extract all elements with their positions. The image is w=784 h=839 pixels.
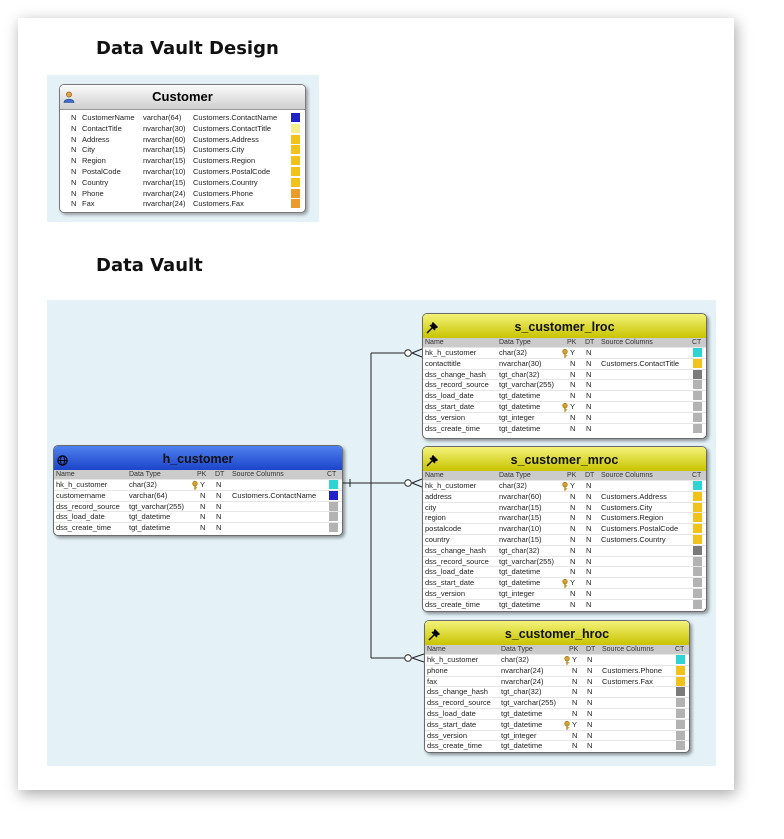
source-column: Customers.City [601,502,653,512]
data-type-flag: N [587,665,593,675]
column-name: dss_create_time [425,599,481,609]
column-type: char(32) [501,655,529,664]
attribute-name: Address [82,134,110,144]
attribute-source: Customers.PostalCode [193,166,271,176]
attribute-source: Customers.Country [193,177,258,187]
data-type-flag: N [587,687,593,697]
source-column: Customers.Fax [602,676,653,686]
primary-key-flag: N [200,523,206,533]
column-header-row [423,338,706,347]
column-type: nvarchar(24) [501,676,544,686]
column-type: tgt_varchar(255) [499,380,555,390]
primary-key-flag: Y [572,655,578,664]
column-name: dss_record_source [56,501,120,511]
primary-key-flag: Y [570,348,576,357]
column-name: region [425,513,446,523]
column-header-pk: PK [197,471,207,478]
column-name: dss_load_date [427,708,476,718]
mroc-optional-marker [405,480,412,487]
attribute-type: nvarchar(10) [143,166,186,176]
data-type-flag: N [586,491,592,501]
column-type-swatch [329,512,338,521]
attribute-type: nvarchar(15) [143,145,186,155]
table-row[interactable] [423,401,706,412]
hroc-optional-marker [405,655,412,662]
mroc-crowfoot [412,479,422,487]
table-title: s_customer_hroc [504,627,610,641]
column-type: tgt_datetime [499,391,541,401]
attribute-source: Customers.ContactName [193,113,278,122]
table-row[interactable] [423,502,706,513]
table-row[interactable] [423,491,706,502]
column-header-dt: DT [215,471,225,478]
column-type: char(32) [499,481,527,490]
column-header-source: Source Columns [232,471,284,478]
satellite-hroc-table[interactable] [424,620,690,753]
column-name: dss_load_date [425,391,474,401]
column-type-swatch [329,523,338,532]
column-type-swatch [693,391,702,400]
table-row[interactable] [423,412,706,423]
column-name: dss_load_date [56,512,105,522]
table-row[interactable] [54,511,342,522]
column-type-swatch [693,557,702,566]
column-type-swatch [676,655,685,664]
column-type: tgt_integer [499,412,535,422]
column-header-name: Name [427,646,446,653]
attribute-name: CustomerName [82,113,135,122]
column-header-source: Source Columns [602,646,654,653]
column-type-swatch [676,666,685,675]
primary-key-flag: N [570,358,576,368]
column-type: tgt_datetime [499,423,541,433]
column-header-type: Data Type [501,646,533,653]
primary-key-flag: N [570,412,576,422]
attribute-name: Phone [82,188,104,198]
column-header-pk: PK [567,472,577,479]
column-type-swatch [676,731,685,740]
column-type-swatch [676,687,685,696]
column-type: tgt_integer [499,588,535,598]
data-type-flag: N [586,534,592,544]
column-header-ct: CT [692,339,702,346]
column-type-swatch [693,513,702,522]
data-type-flag: N [586,481,592,490]
attribute-type: nvarchar(24) [143,199,186,209]
column-type: tgt_datetime [501,719,543,729]
column-type-swatch [693,370,702,379]
attribute-type: nvarchar(30) [143,123,186,133]
primary-key-flag: N [570,588,576,598]
column-name: address [425,491,452,501]
attribute-name: ContactTitle [82,123,122,133]
column-name: dss_change_hash [427,687,488,697]
table-row[interactable] [423,566,706,577]
attribute-source: Customers.Address [193,134,259,144]
column-type-swatch [693,567,702,576]
column-name: dss_record_source [425,380,489,390]
primary-key-flag: Y [570,481,576,490]
data-type-flag: N [587,741,593,751]
source-column: Customers.ContactName [232,490,317,500]
column-type: tgt_datetime [129,523,171,533]
column-type: tgt_datetime [501,741,543,751]
table-row[interactable] [425,697,689,708]
column-type: tgt_datetime [499,401,541,411]
primary-key-flag: N [570,491,576,501]
attribute-source: Customers.Fax [193,199,244,209]
nullable-flag: N [71,177,77,187]
column-header-pk: PK [569,646,579,653]
lroc-crowfoot [412,349,422,357]
column-header-type: Data Type [129,471,161,478]
table-header [425,621,689,645]
attribute-name: Fax [82,199,95,209]
column-name: dss_change_hash [425,545,486,555]
column-type: nvarchar(15) [499,513,542,523]
attribute-name: Region [82,156,106,166]
primary-key-flag: Y [572,719,578,729]
column-type-swatch [676,720,685,729]
column-name: city [425,502,437,512]
primary-key-flag: N [200,512,206,522]
column-header-ct: CT [692,472,702,479]
primary-key-flag: N [570,513,576,523]
table-row[interactable] [54,479,342,490]
data-type-flag: N [587,655,593,664]
source-column: Customers.Address [601,491,667,501]
table-row[interactable] [425,740,689,751]
column-type-swatch [676,709,685,718]
primary-key-flag: N [572,698,578,708]
data-type-flag: N [586,545,592,555]
data-type-flag: N [216,512,222,522]
column-type: nvarchar(60) [499,491,542,501]
primary-key-flag: N [570,567,576,577]
column-name: dss_version [427,730,468,740]
column-name: dss_start_date [425,578,475,588]
vault-heading: Data Vault [96,255,203,276]
column-name: dss_start_date [425,401,475,411]
column-type: tgt_datetime [129,512,171,522]
column-name: dss_load_date [425,567,474,577]
column-type: char(32) [129,480,157,489]
column-type-swatch [676,677,685,686]
primary-key-flag: N [200,490,206,500]
attribute-source: Customers.Region [193,156,256,166]
data-type-flag: N [586,423,592,433]
attribute-name: Country [82,177,109,187]
primary-key-flag: N [570,380,576,390]
table-row[interactable] [54,501,342,512]
data-type-flag: N [216,480,222,489]
data-type-flag: N [586,599,592,609]
data-type-flag: N [216,501,222,511]
data-type-flag: N [586,524,592,534]
primary-key-flag: N [570,391,576,401]
data-type-flag: N [216,523,222,533]
primary-key-flag: N [572,730,578,740]
data-type-flag: N [586,513,592,523]
nullable-flag: N [71,188,77,198]
column-name: hk_h_customer [425,481,477,490]
table-row[interactable] [423,358,706,369]
table-header [54,446,342,470]
primary-key-flag: N [572,741,578,751]
column-type-swatch [693,503,702,512]
table-row[interactable] [54,522,342,533]
table-row[interactable] [425,676,689,687]
column-name: phone [427,665,448,675]
table-row[interactable] [423,588,706,599]
table-title: s_customer_lroc [514,320,615,334]
column-header-row [54,470,342,479]
data-type-flag: N [586,391,592,401]
data-type-flag: N [586,348,592,357]
data-type-flag: N [587,708,593,718]
primary-key-flag: N [572,708,578,718]
table-row[interactable] [423,534,706,545]
column-name: dss_create_time [427,741,483,751]
table-header [423,314,706,338]
data-type-flag: N [586,567,592,577]
column-name: customername [56,490,106,500]
column-type-swatch [693,546,702,555]
customer-entity-title: Customer [152,89,213,104]
column-type-swatch [676,698,685,707]
primary-key-flag: N [572,676,578,686]
column-type: tgt_char(32) [501,687,542,697]
primary-key-flag: Y [200,480,206,489]
source-column: Customers.PostalCode [601,524,679,534]
data-type-flag: N [216,490,222,500]
attribute-type: nvarchar(60) [143,134,186,144]
table-row[interactable] [425,686,689,697]
primary-key-flag: N [572,665,578,675]
table-title: s_customer_mroc [510,453,619,467]
primary-key-flag: N [570,599,576,609]
column-header-pk: PK [567,339,577,346]
table-row[interactable] [423,369,706,380]
column-type-swatch [693,402,702,411]
nullable-flag: N [71,123,77,133]
table-row[interactable] [423,545,706,556]
column-type-swatch [693,424,702,433]
primary-key-flag: N [570,545,576,555]
satellite-lroc-table[interactable] [422,313,707,439]
table-header [423,447,706,471]
column-name: dss_start_date [427,719,477,729]
source-column: Customers.ContactTitle [601,358,680,368]
column-type: nvarchar(15) [499,502,542,512]
column-type: tgt_datetime [499,578,541,588]
data-type-flag: N [586,588,592,598]
data-type-flag: N [586,401,592,411]
column-name: contacttitle [425,358,461,368]
column-type-swatch [329,480,338,489]
column-type-swatch [676,741,685,750]
satellite-mroc-table[interactable] [422,446,707,612]
attribute-type: varchar(64) [143,113,182,122]
column-type-swatch [693,359,702,368]
column-header-source: Source Columns [601,472,653,479]
hroc-crowfoot [412,654,424,662]
column-type-swatch [329,491,338,500]
table-row[interactable] [425,719,689,730]
attribute-name: PostalCode [82,166,121,176]
column-type-swatch [693,380,702,389]
column-type: tgt_varchar(255) [129,501,185,511]
column-type-swatch [693,481,702,490]
column-header-name: Name [56,471,75,478]
data-type-flag: N [586,358,592,368]
primary-key-flag: N [570,534,576,544]
primary-key-flag: N [570,524,576,534]
column-type: nvarchar(10) [499,524,542,534]
nullable-flag: N [71,113,77,122]
primary-key-flag: N [572,687,578,697]
column-header-dt: DT [585,472,595,479]
attribute-type: nvarchar(15) [143,177,186,187]
table-row[interactable] [423,480,706,491]
column-header-type: Data Type [499,472,531,479]
column-header-name: Name [425,472,444,479]
data-type-flag: N [586,578,592,588]
column-type-swatch [693,578,702,587]
primary-key-flag: N [570,502,576,512]
column-name: dss_record_source [427,698,491,708]
column-header-ct: CT [327,471,337,478]
column-name: dss_record_source [425,556,489,566]
primary-key-flag: N [570,423,576,433]
data-type-flag: N [586,502,592,512]
column-name: postalcode [425,524,462,534]
data-type-flag: N [586,556,592,566]
design-heading: Data Vault Design [96,38,279,59]
column-name: country [425,534,450,544]
nullable-flag: N [71,199,77,209]
table-row[interactable] [425,654,689,665]
column-name: dss_change_hash [425,369,486,379]
table-row[interactable] [423,390,706,401]
column-type: nvarchar(15) [499,534,542,544]
attribute-source: Customers.Phone [193,188,254,198]
primary-key-flag: N [200,501,206,511]
source-column: Customers.Country [601,534,666,544]
column-type: nvarchar(24) [501,665,544,675]
primary-key-flag: N [570,556,576,566]
column-type-swatch [693,589,702,598]
column-name: fax [427,676,438,686]
column-name: hk_h_customer [427,655,479,664]
primary-key-flag: Y [570,578,576,588]
column-header-row [423,471,706,480]
column-type: tgt_datetime [499,599,541,609]
column-type-swatch [693,535,702,544]
table-row[interactable] [425,730,689,741]
table-row[interactable] [425,708,689,719]
primary-key-flag: N [570,369,576,379]
table-row[interactable] [54,490,342,501]
column-type: tgt_varchar(255) [501,698,557,708]
column-type: nvarchar(30) [499,358,542,368]
column-header-ct: CT [675,646,685,653]
nullable-flag: N [71,166,77,176]
column-type: tgt_char(32) [499,369,540,379]
column-type-swatch [693,492,702,501]
source-column: Customers.Phone [602,665,663,675]
table-row[interactable] [423,599,706,610]
table-row[interactable] [423,556,706,567]
column-name: dss_version [425,588,466,598]
column-header-row [425,645,689,654]
column-type-swatch [693,524,702,533]
column-type: tgt_char(32) [499,545,540,555]
column-type: tgt_datetime [501,708,543,718]
source-column: Customers.Region [601,513,664,523]
column-header-dt: DT [585,339,595,346]
data-type-flag: N [587,730,593,740]
column-type: tgt_varchar(255) [499,556,555,566]
column-type-swatch [693,348,702,357]
attribute-source: Customers.City [193,145,245,155]
data-type-flag: N [586,380,592,390]
column-type-swatch [693,413,702,422]
attribute-type: nvarchar(15) [143,156,186,166]
column-header-type: Data Type [499,339,531,346]
data-type-flag: N [586,369,592,379]
column-name: dss_create_time [425,423,481,433]
column-type: char(32) [499,348,527,357]
table-row[interactable] [423,577,706,588]
column-name: dss_version [425,412,466,422]
table-row[interactable] [423,523,706,534]
column-type: tgt_integer [501,730,537,740]
nullable-flag: N [71,145,77,155]
column-type-swatch [693,600,702,609]
table-row[interactable] [423,379,706,390]
column-type-swatch [329,502,338,511]
table-row[interactable] [423,347,706,358]
data-type-flag: N [587,676,593,686]
data-type-flag: N [587,698,593,708]
attribute-type: nvarchar(24) [143,188,186,198]
column-header-source: Source Columns [601,339,653,346]
nullable-flag: N [71,134,77,144]
table-row[interactable] [425,665,689,676]
hub-table[interactable] [53,445,343,536]
primary-key-flag: Y [570,401,576,411]
column-name: dss_create_time [56,523,112,533]
table-row[interactable] [423,423,706,434]
table-title: h_customer [162,452,234,466]
data-type-flag: N [587,719,593,729]
table-row[interactable] [423,512,706,523]
column-type: tgt_datetime [499,567,541,577]
column-name: hk_h_customer [56,480,108,489]
column-type: varchar(64) [129,490,168,500]
data-type-flag: N [586,412,592,422]
attribute-name: City [82,145,95,155]
column-header-name: Name [425,339,444,346]
lroc-optional-marker [405,350,412,357]
column-header-dt: DT [586,646,596,653]
attribute-source: Customers.ContactTitle [193,123,272,133]
column-name: hk_h_customer [425,348,477,357]
nullable-flag: N [71,156,77,166]
